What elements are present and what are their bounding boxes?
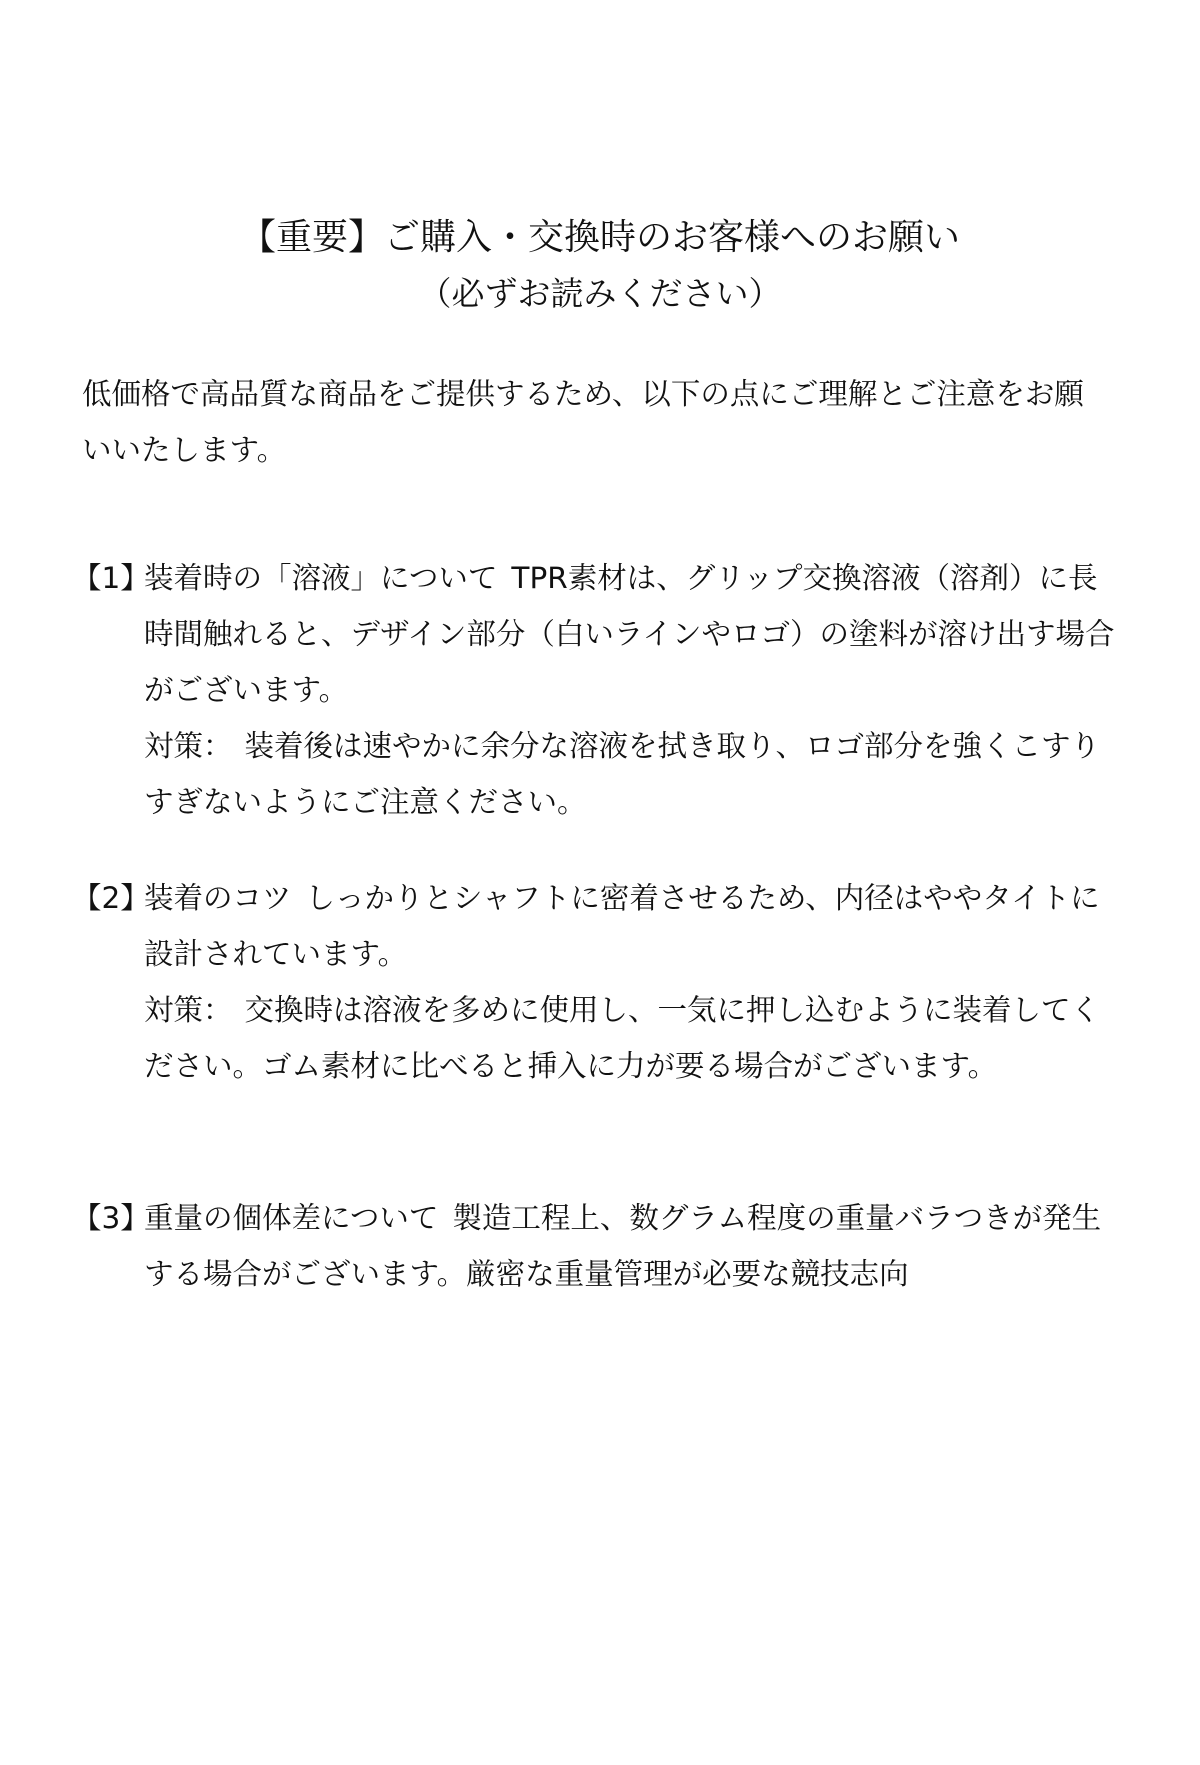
item-2-measure-text: 交換時は溶液を多めに使用し、一気に押し込むように装着してください。ゴム素材に比べると挿入に力が要る場合がございます。	[144, 993, 1101, 1083]
item-1-heading: 装着時の「溶液」について	[144, 561, 498, 595]
item-2-main	[72, 870, 1122, 982]
intro-paragraph: 低価格で高品質な商品をご提供するため、以下の点にご理解とご注意をお願いいたします。	[82, 377, 1084, 467]
item-1-measure-text: 装着後は速やかに余分な溶液を拭き取り、ロゴ部分を強くこすりすぎないようにご注意ください。	[144, 729, 1101, 819]
item-2-heading: 装着のコツ	[144, 881, 292, 915]
item-1-main	[72, 550, 1122, 718]
item-2-body	[144, 870, 1122, 982]
item-1-text: TPR素材は、グリップ交換溶液（溶剤）に長時間触れると、デザイン部分（白いラインやロゴ）の塗料が溶け出す場合がございます。	[144, 561, 1115, 707]
item-3-body	[144, 1190, 1122, 1302]
item-2-number: 【2】	[72, 881, 150, 915]
page-title: 【重要】ご購入・交換時のお客様へのお願い	[239, 217, 960, 258]
item-1-body	[144, 550, 1122, 718]
item-1-measure-label: 対策：	[144, 729, 233, 763]
item-3-text: 製造工程上、数グラム程度の重量バラつきが発生する場合がございます。厳密な重量管理が必要な競技志向	[144, 1201, 1102, 1291]
item-1-measure	[144, 718, 1104, 830]
item-2-measure	[144, 982, 1104, 1094]
item-1-number: 【1】	[72, 561, 150, 595]
item-2-measure-label: 対策：	[144, 993, 233, 1027]
notice-item-3	[72, 1190, 1122, 1302]
item-3-heading: 重量の個体差について	[144, 1201, 439, 1235]
page-subtitle: （必ずお読みください）	[418, 274, 782, 313]
item-2-text: しっかりとシャフトに密着させるため、内径はややタイトに設計されています。	[144, 881, 1100, 971]
item-3-main	[72, 1190, 1122, 1302]
item-3-number: 【3】	[72, 1201, 150, 1235]
notice-item-1	[72, 550, 1122, 830]
notice-item-2	[72, 870, 1122, 1094]
